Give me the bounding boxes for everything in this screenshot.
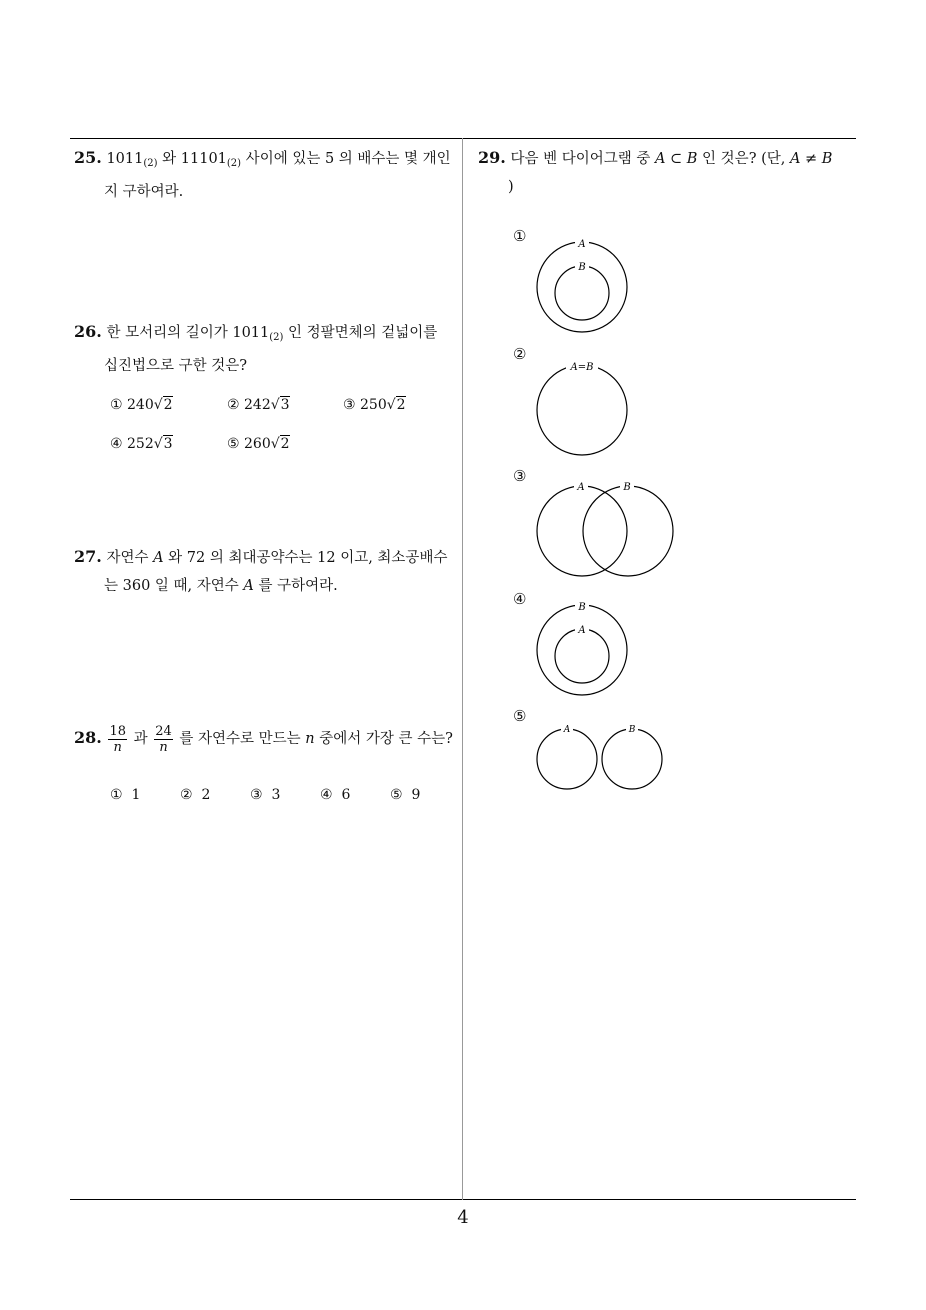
q27-text-c: 는 360 일 때, 자연수 [104, 578, 244, 594]
fraction-24-over-n: $\frac{24}{n}$ [155, 723, 172, 755]
q28-option-2[interactable]: ② 2 [180, 787, 211, 803]
venn-5-left-circle [537, 729, 597, 789]
q27-text-a: 자연수 [106, 550, 154, 566]
q29-line2: ) [508, 179, 514, 195]
venn-4-inner-circle [555, 629, 609, 683]
venn-5-right-circle [602, 729, 662, 789]
question-number: 28. [74, 728, 102, 747]
q29-choice-3-mark[interactable]: ③ [513, 467, 527, 485]
venn-4-inner-label: A [578, 625, 586, 636]
q28-option-5[interactable]: ⑤ 9 [390, 787, 421, 803]
page-number: 4 [457, 1207, 469, 1228]
subset-expression: A ⊂ B [654, 151, 698, 167]
q26-option-2[interactable]: ② 242√3 [227, 397, 290, 413]
venn-2-label: A=B [570, 362, 594, 373]
venn-1-inner-circle [555, 266, 609, 320]
venn-3-right-label: B [623, 482, 631, 493]
q26-option-4[interactable]: ④ 252√3 [110, 436, 173, 452]
venn-4-outer-circle [537, 605, 627, 695]
q29-choice-2-mark[interactable]: ② [513, 345, 527, 363]
venn-1-inner-label: B [578, 262, 586, 273]
q26-text-a: 한 모서리의 길이가 [106, 325, 233, 341]
q28-option-3[interactable]: ③ 3 [250, 787, 281, 803]
q28-option-1[interactable]: ① 1 [110, 787, 141, 803]
question-number: 27. [74, 547, 102, 566]
variable-A: A [243, 578, 254, 594]
q29-text-b: 인 것은? (단, [697, 151, 790, 167]
q29-text-a: 다음 벤 다이어그램 중 [510, 151, 655, 167]
question-number: 26. [74, 322, 102, 341]
q25-connector: 와 [157, 151, 181, 167]
venn-2-circle [537, 365, 627, 455]
question-number: 29. [478, 148, 506, 167]
base-b: (2) [226, 158, 242, 169]
q28-text-a: 를 자연수로 만드는 [179, 731, 306, 747]
venn-5-right-label: B [628, 725, 636, 735]
venn-3-right-circle [583, 486, 673, 576]
venn-1-outer-circle [537, 242, 627, 332]
q28-text-b: 중에서 가장 큰 수는? [314, 731, 453, 747]
q28-option-4[interactable]: ④ 6 [320, 787, 351, 803]
variable-A: A [153, 550, 164, 566]
base-a: (2) [143, 158, 158, 169]
variable-n: n [305, 731, 315, 747]
edge-length-base: (2) [269, 332, 284, 343]
q29-choice-4-mark[interactable]: ④ [513, 590, 527, 608]
not-equal-expression: A ≠ B [789, 151, 833, 167]
q26-option-3[interactable]: ③ 250√2 [343, 397, 406, 413]
number-b: 11101 [180, 151, 227, 167]
q25-text: 사이에 있는 5 의 배수는 몇 개인 [241, 151, 451, 167]
q25-line2: 지 구하여라. [104, 184, 184, 200]
q26-text-b: 인 정팔면체의 겉넓이를 [283, 325, 438, 341]
q26-option-5[interactable]: ⑤ 260√2 [227, 436, 290, 452]
venn-3-left-label: A [577, 482, 585, 493]
fraction-18-over-n: $\frac{18}{n}$ [109, 723, 126, 755]
venn-1-outer-label: A [578, 239, 586, 250]
q28-connector: 과 [133, 731, 148, 747]
q26-option-1[interactable]: ① 240√2 [110, 397, 173, 413]
venn-3-left-circle [537, 486, 627, 576]
question-number: 25. [74, 148, 102, 167]
q29-choice-1-mark[interactable]: ① [513, 227, 527, 245]
q29-choice-5-mark[interactable]: ⑤ [513, 707, 527, 725]
venn-4-outer-label: B [578, 602, 586, 613]
edge-length: 1011 [232, 325, 270, 341]
venn-5-left-label: A [563, 725, 571, 735]
q26-line2: 십진법으로 구한 것은? [104, 358, 248, 374]
q27-text-d: 를 구하여라. [253, 578, 338, 594]
q27-text-b: 와 72 의 최대공약수는 12 이고, 최소공배수 [163, 550, 448, 566]
number-a: 1011 [106, 151, 144, 167]
